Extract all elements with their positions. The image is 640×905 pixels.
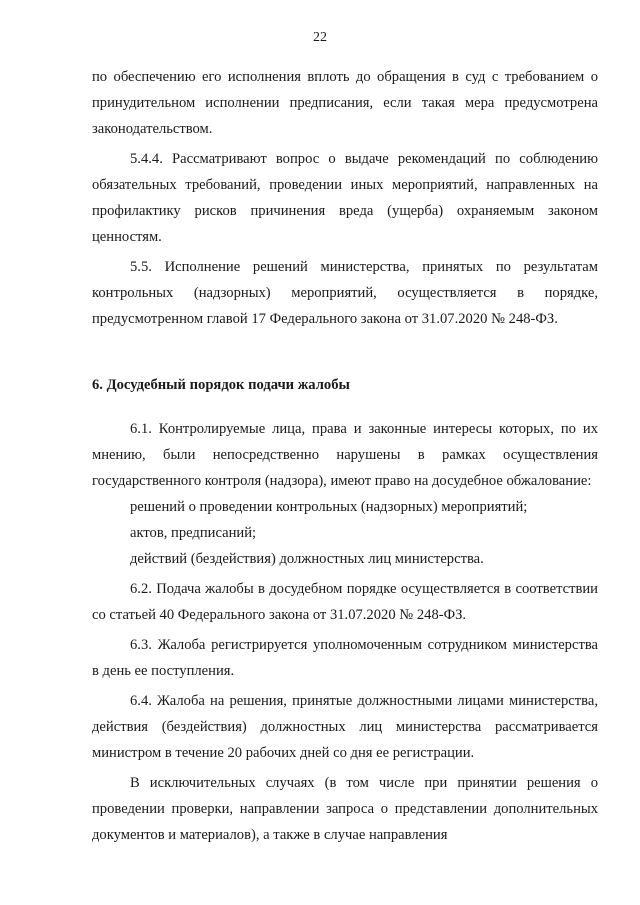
paragraph-exceptional-cases: В исключительных случаях (в том числе при принятии решения о проведении проверки, направлении запроса о представлении дополнительных документов и материалов), а также в случае направления <box>92 775 598 843</box>
paragraph-5-5: 5.5. Исполнение решений министерства, принятых по результатам контрольных (надзорных) мероприятий, осуществляется в порядке, предусмотренном главой 17 Федерального закона от 31.07.2020 № 248-ФЗ. <box>92 259 598 327</box>
paragraph-6-3: 6.3. Жалоба регистрируется уполномоченным сотрудником министерства в день ее поступления. <box>92 637 598 679</box>
list-item: решений о проведении контрольных (надзорных) мероприятий; <box>130 499 528 515</box>
paragraph-6-4: 6.4. Жалоба на решения, принятые должностными лицами министерства, действия (бездействия) должностных лиц министерства рассматривается министром в течение 20 рабочих дней со дня ее регистрации. <box>92 693 598 761</box>
section-heading: 6. Досудебный порядок подачи жалобы <box>92 377 350 393</box>
document-body <box>92 64 598 848</box>
paragraph-5-4-4: 5.4.4. Рассматривают вопрос о выдаче рекомендаций по соблюдению обязательных требований, проведении иных мероприятий, направленных на профилактику рисков причинения вреда (ущерба) охраняемым законом ценностям. <box>92 151 598 245</box>
paragraph-continuation: по обеспечению его исполнения вплоть до обращения в суд с требованием о принудительном исполнении предписания, если такая мера предусмотрена законодательством. <box>92 69 598 137</box>
page-number: 22 <box>313 30 327 45</box>
list-item: актов, предписаний; <box>130 525 257 541</box>
list-item: действий (бездействия) должностных лиц министерства. <box>130 551 484 567</box>
paragraph-6-2: 6.2. Подача жалобы в досудебном порядке осуществляется в соответствии со статьей 40 Федерального закона от 31.07.2020 № 248-ФЗ. <box>92 581 598 623</box>
paragraph-6-1: 6.1. Контролируемые лица, права и законные интересы которых, по их мнению, были непосредственно нарушены в рамках осуществления государственного контроля (надзора), имеют право на досудебное обжалование: <box>92 421 598 489</box>
